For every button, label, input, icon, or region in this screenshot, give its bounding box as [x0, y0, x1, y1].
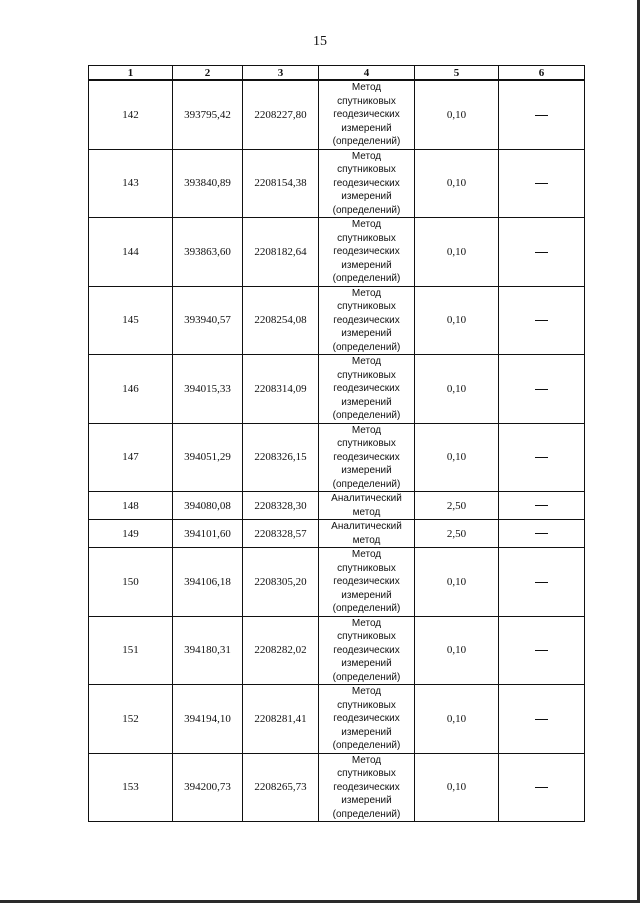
- table-row: [89, 80, 585, 149]
- accuracy-cell: 0,10: [415, 616, 499, 685]
- method-line: Метод: [351, 754, 382, 766]
- column-header: 1: [89, 66, 173, 81]
- x-coordinate-cell: 394200,73: [173, 753, 243, 822]
- x-coordinate-cell: 393940,57: [173, 286, 243, 355]
- method-line: (определений): [332, 603, 401, 614]
- method-line: измерений: [341, 658, 392, 669]
- accuracy-cell: 0,10: [415, 423, 499, 492]
- column-header: 5: [415, 66, 499, 81]
- y-coordinate-cell: 2208182,64: [243, 218, 319, 287]
- method-line: Метод: [351, 424, 382, 436]
- coordinates-table: [88, 65, 585, 822]
- x-coordinate-cell: 394180,31: [173, 616, 243, 685]
- y-coordinate-cell: 2208328,57: [243, 520, 319, 548]
- y-coordinate-cell: 2208281,41: [243, 685, 319, 754]
- method-line: (определений): [332, 410, 401, 421]
- method-line: (определений): [332, 808, 401, 820]
- description-cell: [499, 149, 585, 218]
- point-number-cell: 148: [89, 492, 173, 520]
- description-cell: [499, 753, 585, 822]
- method-line: геодезических: [333, 109, 400, 120]
- dash-mark: [535, 505, 548, 506]
- point-number-cell: 144: [89, 218, 173, 287]
- accuracy-cell: 0,10: [415, 286, 499, 355]
- y-coordinate-cell: 2208328,30: [243, 492, 319, 520]
- point-number-cell: 149: [89, 520, 173, 548]
- method-line: (определений): [332, 136, 401, 147]
- x-coordinate-cell: 394194,10: [173, 685, 243, 754]
- method-cell: [319, 149, 415, 218]
- point-number-cell: 151: [89, 616, 173, 685]
- accuracy-cell: 0,10: [415, 149, 499, 218]
- method-line: Метод: [351, 356, 382, 367]
- dash-mark: [535, 115, 548, 116]
- method-line: Аналитический: [331, 521, 402, 532]
- column-header: 3: [243, 66, 319, 81]
- point-number-cell: 146: [89, 355, 173, 424]
- method-line: метод: [352, 506, 381, 518]
- dash-mark: [535, 252, 548, 253]
- method-line: Метод: [351, 686, 382, 697]
- column-header: 6: [499, 66, 585, 81]
- table-row: [89, 616, 585, 685]
- dash-mark: [535, 183, 548, 184]
- method-line: спутниковых: [337, 699, 396, 711]
- method-cell: [319, 753, 415, 822]
- method-cell: [319, 286, 415, 355]
- method-line: геодезических: [333, 314, 400, 326]
- x-coordinate-cell: 394051,29: [173, 423, 243, 492]
- page-number: 15: [313, 34, 327, 49]
- method-line: измерений: [341, 795, 392, 806]
- method-cell: [319, 520, 415, 548]
- point-number-cell: 142: [89, 80, 173, 149]
- method-line: геодезических: [333, 383, 400, 394]
- method-line: измерений: [341, 259, 392, 271]
- table-row: [89, 492, 585, 520]
- method-line: Аналитический: [331, 493, 402, 504]
- accuracy-cell: 0,10: [415, 355, 499, 424]
- description-cell: [499, 520, 585, 548]
- method-line: геодезических: [333, 713, 400, 724]
- y-coordinate-cell: 2208254,08: [243, 286, 319, 355]
- table-row: [89, 355, 585, 424]
- method-line: геодезических: [333, 177, 400, 189]
- accuracy-cell: 0,10: [415, 753, 499, 822]
- y-coordinate-cell: 2208227,80: [243, 80, 319, 149]
- description-cell: [499, 80, 585, 149]
- method-line: измерений: [341, 465, 392, 476]
- method-line: спутниковых: [337, 95, 396, 107]
- description-cell: [499, 286, 585, 355]
- point-number-cell: 145: [89, 286, 173, 355]
- method-line: (определений): [332, 204, 401, 216]
- table-row: [89, 423, 585, 492]
- table-row: [89, 753, 585, 822]
- description-cell: [499, 616, 585, 685]
- x-coordinate-cell: 394080,08: [173, 492, 243, 520]
- accuracy-cell: 0,10: [415, 685, 499, 754]
- accuracy-cell: 2,50: [415, 520, 499, 548]
- method-line: геодезических: [333, 781, 400, 793]
- method-line: измерений: [341, 122, 392, 134]
- method-line: спутниковых: [337, 369, 396, 381]
- table-row: [89, 548, 585, 617]
- table-row: [89, 520, 585, 548]
- description-cell: [499, 492, 585, 520]
- accuracy-cell: 0,10: [415, 548, 499, 617]
- accuracy-cell: 0,10: [415, 218, 499, 287]
- x-coordinate-cell: 393863,60: [173, 218, 243, 287]
- point-number-cell: 152: [89, 685, 173, 754]
- column-header: 4: [319, 66, 415, 81]
- description-cell: [499, 548, 585, 617]
- method-line: (определений): [332, 478, 401, 490]
- method-cell: [319, 548, 415, 617]
- x-coordinate-cell: 394101,60: [173, 520, 243, 548]
- method-line: Метод: [351, 287, 382, 299]
- method-line: спутниковых: [337, 768, 396, 779]
- dash-mark: [535, 457, 548, 458]
- method-cell: [319, 423, 415, 492]
- method-line: Метод: [351, 549, 382, 560]
- dash-mark: [535, 389, 548, 390]
- method-line: спутниковых: [337, 164, 396, 175]
- description-cell: [499, 218, 585, 287]
- method-cell: [319, 355, 415, 424]
- y-coordinate-cell: 2208154,38: [243, 149, 319, 218]
- x-coordinate-cell: 393795,42: [173, 80, 243, 149]
- table-row: [89, 286, 585, 355]
- method-line: (определений): [332, 273, 401, 284]
- x-coordinate-cell: 393840,89: [173, 149, 243, 218]
- method-line: (определений): [332, 341, 401, 353]
- method-cell: [319, 492, 415, 520]
- table-row: [89, 149, 585, 218]
- dash-mark: [535, 650, 548, 651]
- method-line: измерений: [341, 191, 392, 202]
- y-coordinate-cell: 2208326,15: [243, 423, 319, 492]
- method-line: спутниковых: [337, 562, 396, 574]
- method-cell: [319, 218, 415, 287]
- description-cell: [499, 423, 585, 492]
- method-line: измерений: [341, 328, 392, 339]
- method-line: (определений): [332, 740, 401, 751]
- method-cell: [319, 616, 415, 685]
- method-line: измерений: [341, 589, 392, 601]
- dash-mark: [535, 582, 548, 583]
- method-line: Метод: [351, 150, 382, 162]
- point-number-cell: 147: [89, 423, 173, 492]
- method-line: измерений: [341, 726, 392, 738]
- method-line: измерений: [341, 396, 392, 408]
- method-line: спутниковых: [337, 438, 396, 449]
- method-line: метод: [352, 534, 381, 546]
- y-coordinate-cell: 2208282,02: [243, 616, 319, 685]
- description-cell: [499, 685, 585, 754]
- table-row: [89, 218, 585, 287]
- x-coordinate-cell: 394106,18: [173, 548, 243, 617]
- method-line: Метод: [351, 617, 382, 629]
- method-line: спутниковых: [337, 301, 396, 312]
- accuracy-cell: 0,10: [415, 80, 499, 149]
- dash-mark: [535, 787, 548, 788]
- table-row: [89, 685, 585, 754]
- accuracy-cell: 2,50: [415, 492, 499, 520]
- method-line: геодезических: [333, 451, 400, 463]
- method-line: геодезических: [333, 246, 400, 257]
- description-cell: [499, 355, 585, 424]
- dash-mark: [535, 719, 548, 720]
- method-line: (определений): [332, 671, 401, 683]
- y-coordinate-cell: 2208314,09: [243, 355, 319, 424]
- table-body: [89, 80, 585, 822]
- method-line: геодезических: [333, 576, 400, 587]
- method-line: Метод: [351, 82, 382, 93]
- method-line: геодезических: [333, 644, 400, 656]
- method-line: спутниковых: [337, 232, 396, 244]
- dash-mark: [535, 533, 548, 534]
- method-cell: [319, 80, 415, 149]
- dash-mark: [535, 320, 548, 321]
- table-header-row: [89, 66, 585, 81]
- method-cell: [319, 685, 415, 754]
- method-line: спутниковых: [337, 631, 396, 642]
- point-number-cell: 143: [89, 149, 173, 218]
- y-coordinate-cell: 2208265,73: [243, 753, 319, 822]
- point-number-cell: 150: [89, 548, 173, 617]
- x-coordinate-cell: 394015,33: [173, 355, 243, 424]
- y-coordinate-cell: 2208305,20: [243, 548, 319, 617]
- point-number-cell: 153: [89, 753, 173, 822]
- column-header: 2: [173, 66, 243, 81]
- method-line: Метод: [351, 219, 382, 230]
